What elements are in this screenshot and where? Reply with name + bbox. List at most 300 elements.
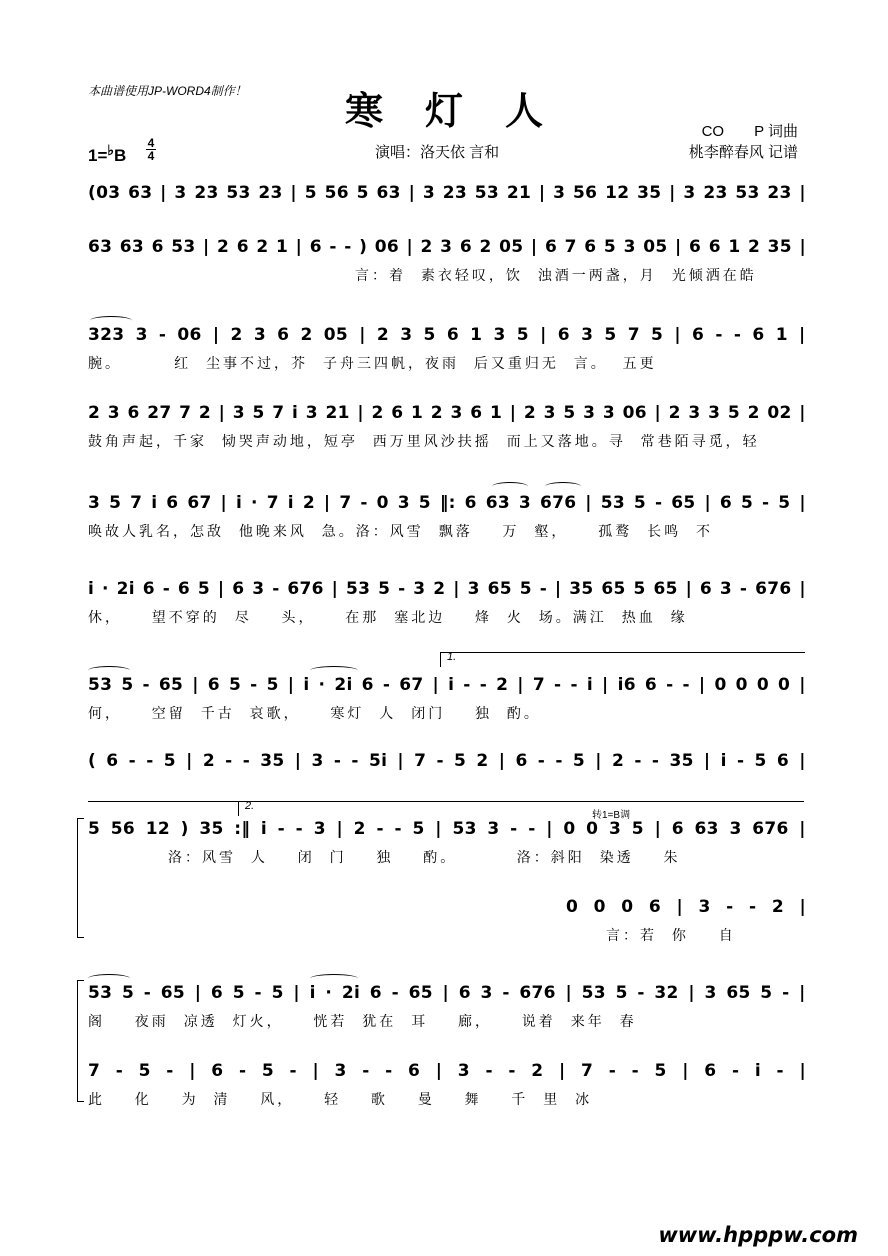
note: 6 (166, 493, 179, 513)
note: - (502, 983, 510, 1003)
note: 63 (88, 237, 113, 257)
note: 53 (88, 983, 113, 1003)
note: - (634, 751, 642, 771)
note: 7 (266, 493, 279, 513)
note: 35 (669, 751, 694, 771)
note: 2 (300, 325, 313, 345)
note: 05 (499, 237, 524, 257)
barline: | (331, 579, 339, 599)
note: 3 (493, 325, 506, 345)
note: i (303, 675, 310, 695)
note: - (637, 983, 645, 1003)
barline: | (509, 403, 517, 423)
barline: | (698, 675, 706, 695)
note: 6 (361, 675, 374, 695)
barline: :‖ (234, 819, 251, 839)
note: 35 (767, 237, 792, 257)
note: 06 (374, 237, 399, 257)
note: 23 (703, 183, 728, 203)
note: 6 (210, 983, 224, 1003)
note: 5 (412, 819, 425, 839)
note: - (238, 1061, 247, 1081)
note: 2 (771, 897, 784, 917)
note: 65 (160, 983, 186, 1003)
note: 53 (735, 183, 760, 203)
barline: | (585, 493, 592, 513)
note: 1 (490, 403, 503, 423)
note: - (776, 1061, 784, 1081)
note: 02 (767, 403, 792, 423)
note: i (287, 493, 294, 513)
barline: | (669, 183, 676, 203)
note: 6 (704, 1061, 717, 1081)
note: 3 (683, 183, 696, 203)
note: 5i (368, 751, 388, 771)
music-line-11 (0, 980, 888, 1040)
note: i (235, 493, 243, 513)
note: 2 (496, 675, 509, 695)
note: 6 (692, 325, 705, 345)
volta-first-ending: 1. (440, 652, 805, 667)
note: - (333, 751, 342, 771)
note: 63 (485, 493, 510, 513)
note: - (398, 579, 406, 599)
note: 0 (735, 675, 748, 695)
flat-icon: ♭ (107, 142, 114, 158)
note: - (726, 897, 734, 917)
note: 5 (163, 751, 176, 771)
note: - (329, 237, 337, 257)
note: 2 (217, 237, 230, 257)
barline: | (799, 403, 806, 423)
note: 2i (116, 579, 135, 599)
note: - (554, 675, 562, 695)
note: 3 (450, 403, 463, 423)
barline: | (674, 325, 681, 345)
note: 5 (423, 325, 436, 345)
note: - (351, 751, 359, 771)
note: ) (359, 237, 368, 257)
lyrics: 阁 夜雨 凉透 灯火， 恍若 犹在 耳 廊， 说着 来年 春 (88, 1014, 637, 1030)
note: i (309, 983, 316, 1003)
note: - (485, 1061, 493, 1081)
note: 6 (544, 237, 558, 257)
note: 3 (708, 403, 721, 423)
notes (88, 400, 806, 426)
note: 23 (442, 183, 468, 203)
note: 6 (232, 579, 245, 599)
notes (88, 234, 806, 260)
note: 6 (557, 325, 570, 345)
note: ) (180, 819, 189, 839)
barline: | (294, 751, 302, 771)
barline: | (654, 819, 662, 839)
note: 676 (752, 819, 789, 839)
note: 3 (487, 819, 500, 839)
note: 63 (128, 183, 153, 203)
note: · (318, 675, 326, 695)
note: 3 (467, 579, 480, 599)
note: 6 (459, 237, 472, 257)
note: 0 (563, 819, 576, 839)
note: 0 (756, 675, 769, 695)
note: 32 (654, 983, 679, 1003)
note: 3 (334, 1061, 347, 1081)
note: - (162, 579, 171, 599)
note: ( (88, 751, 97, 771)
note: 2 (476, 751, 489, 771)
note: - (250, 675, 258, 695)
note: 3 (253, 325, 266, 345)
note: 23 (258, 183, 283, 203)
note: - (528, 819, 536, 839)
note: - (654, 493, 663, 513)
note: 6 (671, 819, 684, 839)
note: - (376, 819, 384, 839)
barline: | (287, 675, 295, 695)
note: 5 (252, 403, 265, 423)
barline: | (323, 493, 331, 513)
note: i (260, 819, 267, 839)
note: - (344, 237, 352, 257)
note: - (436, 751, 444, 771)
note: 2i (334, 675, 353, 695)
note: 0 (778, 675, 791, 695)
barline: ‖: (439, 493, 456, 513)
barline: | (799, 237, 806, 257)
note: - (166, 1061, 174, 1081)
note: 5 (304, 183, 317, 203)
note: 5 (109, 493, 122, 513)
note: i (151, 493, 158, 513)
note: 3 (440, 237, 453, 257)
note: 2 (353, 819, 366, 839)
note: 5 (572, 751, 586, 771)
note: 06 (177, 325, 202, 345)
note: 3 (88, 493, 101, 513)
barline: | (676, 897, 684, 917)
note: 67 (399, 675, 424, 695)
note: - (128, 751, 136, 771)
note: 5 (633, 493, 647, 513)
note: 2 (430, 403, 443, 423)
music-line-10 (0, 894, 888, 954)
barline: | (498, 751, 506, 771)
note: 3 (608, 819, 622, 839)
note: - (385, 1061, 393, 1081)
note: 2 (668, 403, 681, 423)
note: 6 (470, 403, 483, 423)
note: 2 (371, 403, 384, 423)
note: 7 (414, 751, 427, 771)
note: 3 (313, 819, 326, 839)
note: 5 (603, 237, 617, 257)
music-line-3 (0, 322, 888, 382)
note: 2 (611, 751, 625, 771)
note: 63 (376, 183, 401, 203)
note: - (570, 675, 578, 695)
note: 65 (408, 983, 433, 1003)
note: 5 (454, 751, 467, 771)
modulation-mark: 转1=B调 (592, 810, 631, 821)
note: 6 (719, 493, 733, 513)
note: - (715, 325, 723, 345)
note: 2 (433, 579, 446, 599)
barline: | (186, 751, 193, 771)
note: 53 (88, 675, 113, 695)
barline: | (312, 1061, 319, 1081)
note: 3 (581, 325, 594, 345)
music-line-7 (0, 672, 888, 732)
note: 3 (719, 579, 733, 599)
note: 2 (748, 237, 761, 257)
note: 5 (631, 819, 644, 839)
note: - (555, 751, 563, 771)
note: - (682, 675, 690, 695)
note: 3 (252, 579, 265, 599)
note: 0 (621, 897, 634, 917)
barline: | (336, 819, 343, 839)
note: 0 (714, 675, 727, 695)
note: 56 (324, 183, 349, 203)
note: i (292, 403, 299, 423)
note: 05 (323, 325, 349, 345)
note: - (731, 1061, 740, 1081)
note: - (142, 675, 150, 695)
note: 6 (277, 325, 290, 345)
note: 6 (689, 237, 702, 257)
singers: 演唱：洛天依 言和 (375, 144, 500, 161)
note: 5 (519, 579, 532, 599)
website-watermark: www.hpppw.com (658, 1223, 858, 1247)
note: 53 (452, 819, 477, 839)
note: 7 (272, 403, 285, 423)
note: 3 (232, 403, 245, 423)
note: 6 (458, 983, 471, 1003)
barline: | (602, 675, 609, 695)
barline: | (432, 675, 440, 695)
barline: | (799, 579, 806, 599)
barline: | (397, 751, 404, 771)
lyrics: 言：着 素衣轻叹，饮 浊酒一两盏，月 光倾洒在皓 (355, 268, 757, 284)
note: - (666, 675, 674, 695)
note: · (325, 983, 333, 1003)
note: 7 (339, 493, 352, 513)
note: 7 (532, 675, 545, 695)
note: 3 (543, 403, 556, 423)
note: 3 (602, 403, 616, 423)
note: 35 (569, 579, 594, 599)
barline: | (675, 237, 682, 257)
note: 27 (147, 403, 172, 423)
music-line-5 (0, 490, 888, 550)
notes (88, 322, 806, 348)
barline: | (217, 579, 225, 599)
barline: | (192, 675, 199, 695)
note: 65 (487, 579, 512, 599)
note: 35 (199, 819, 224, 839)
note: 3 (518, 493, 532, 513)
note: 5 (760, 983, 773, 1003)
note: 5 (754, 751, 767, 771)
note: 7 (179, 403, 192, 423)
barline: | (554, 579, 562, 599)
note: 2 (531, 1061, 544, 1081)
barline: | (799, 675, 806, 695)
note: 3 (413, 579, 426, 599)
note: 5 (197, 579, 211, 599)
note: 65 (726, 983, 751, 1003)
barline: | (194, 983, 202, 1003)
music-line-1 (0, 180, 888, 240)
note: 6 (446, 325, 459, 345)
note: i (720, 751, 727, 771)
barline: | (565, 983, 572, 1003)
note: 5 (138, 1061, 151, 1081)
note: 5 (727, 403, 741, 423)
notes (88, 816, 806, 842)
note: 5 (88, 819, 101, 839)
note: - (539, 579, 548, 599)
note: 676 (539, 493, 577, 513)
key-note: B (114, 146, 127, 165)
barline: | (517, 675, 524, 695)
barline: | (406, 237, 413, 257)
note: 63 (694, 819, 719, 839)
note: 53 (581, 983, 606, 1003)
note: 0 (586, 819, 599, 839)
note: 5 (121, 983, 135, 1003)
music-line-2 (0, 234, 888, 294)
note: 3 (729, 819, 742, 839)
barline: | (295, 237, 303, 257)
note: 3 (704, 983, 717, 1003)
lyrics: 言：若 你 自 (606, 928, 736, 944)
barline: | (799, 325, 806, 345)
note: 0 (376, 493, 389, 513)
note: (03 (88, 183, 121, 203)
note: - (362, 1061, 370, 1081)
barline: | (408, 183, 416, 203)
barline: | (290, 183, 297, 203)
note: 6 (127, 403, 140, 423)
note: 6 (211, 1061, 224, 1081)
note: 53 (171, 237, 196, 257)
barline: | (293, 983, 300, 1003)
note: 2 (256, 237, 269, 257)
music-line-6 (0, 576, 888, 636)
note: 53 (600, 493, 625, 513)
note: 63 (119, 237, 145, 257)
time-signature (146, 137, 156, 162)
note: 3 (400, 325, 413, 345)
note: 3 (397, 493, 410, 513)
barline: | (799, 493, 806, 513)
note: 67 (187, 493, 212, 513)
note: 06 (622, 403, 647, 423)
barline: | (220, 493, 228, 513)
transcriber: 桃李醉春风 记谱 (688, 144, 798, 161)
lyrics: 洛：风雪 人 闭 门 独 酌。 洛：斜阳 染透 朱 (168, 850, 681, 866)
note: 7 (88, 1061, 101, 1081)
barline: | (453, 579, 460, 599)
note: 6 (106, 751, 119, 771)
note: 5 (228, 675, 242, 695)
notes (88, 490, 806, 516)
note: 2 (479, 237, 492, 257)
barline: | (203, 237, 210, 257)
note: 0 (566, 897, 579, 917)
note: 3 (583, 403, 596, 423)
note: 5 (266, 675, 279, 695)
barline: | (538, 183, 546, 203)
note: - (289, 1061, 297, 1081)
note: 2 (420, 237, 433, 257)
note: 6 (408, 1061, 421, 1081)
note: - (225, 751, 233, 771)
barline: | (218, 403, 226, 423)
note: 6 (464, 493, 477, 513)
note: 2 (747, 403, 760, 423)
note: - (158, 325, 167, 345)
barline: | (688, 983, 695, 1003)
barline: | (540, 325, 547, 345)
barline: | (799, 897, 806, 917)
note: - (479, 675, 488, 695)
note: 2 (523, 403, 537, 423)
note: 1 (411, 403, 424, 423)
lyrics: 腕。 红 尘事不过，芥 子舟三四帆，夜雨 后又重归无 言。 五更 (88, 356, 657, 372)
note: 53 (474, 183, 500, 203)
note: 3 (107, 403, 120, 423)
note: i (448, 675, 455, 695)
note: 6 (236, 237, 249, 257)
note: 3 (480, 983, 493, 1003)
note: 6 (708, 237, 721, 257)
note: 6 (309, 237, 322, 257)
note: 6 (369, 983, 382, 1003)
barline: | (799, 1061, 806, 1081)
note: i6 (617, 675, 636, 695)
note: 12 (145, 819, 170, 839)
note: 65 (653, 579, 678, 599)
note: 5 (654, 1061, 667, 1081)
note: - (382, 675, 391, 695)
note: 3 (311, 751, 324, 771)
note: 5 (778, 493, 791, 513)
note: - (508, 1061, 516, 1081)
note: 65 (601, 579, 626, 599)
note: 53 (345, 579, 371, 599)
note: 5 (271, 983, 284, 1003)
note: 3 (698, 897, 711, 917)
note: 2 (202, 751, 215, 771)
barline: | (435, 1061, 443, 1081)
note: 2i (341, 983, 361, 1003)
note: 2 (230, 325, 243, 345)
note: 56 (573, 183, 598, 203)
note: 1 (470, 325, 483, 345)
note: 2 (198, 403, 212, 423)
note: 6 (699, 579, 713, 599)
notes (88, 576, 806, 602)
note: - (651, 751, 660, 771)
note: 5 (604, 325, 617, 345)
note: 21 (325, 403, 350, 423)
note: 2 (376, 325, 390, 345)
note: 323 (88, 325, 125, 345)
note: 1 (276, 237, 289, 257)
